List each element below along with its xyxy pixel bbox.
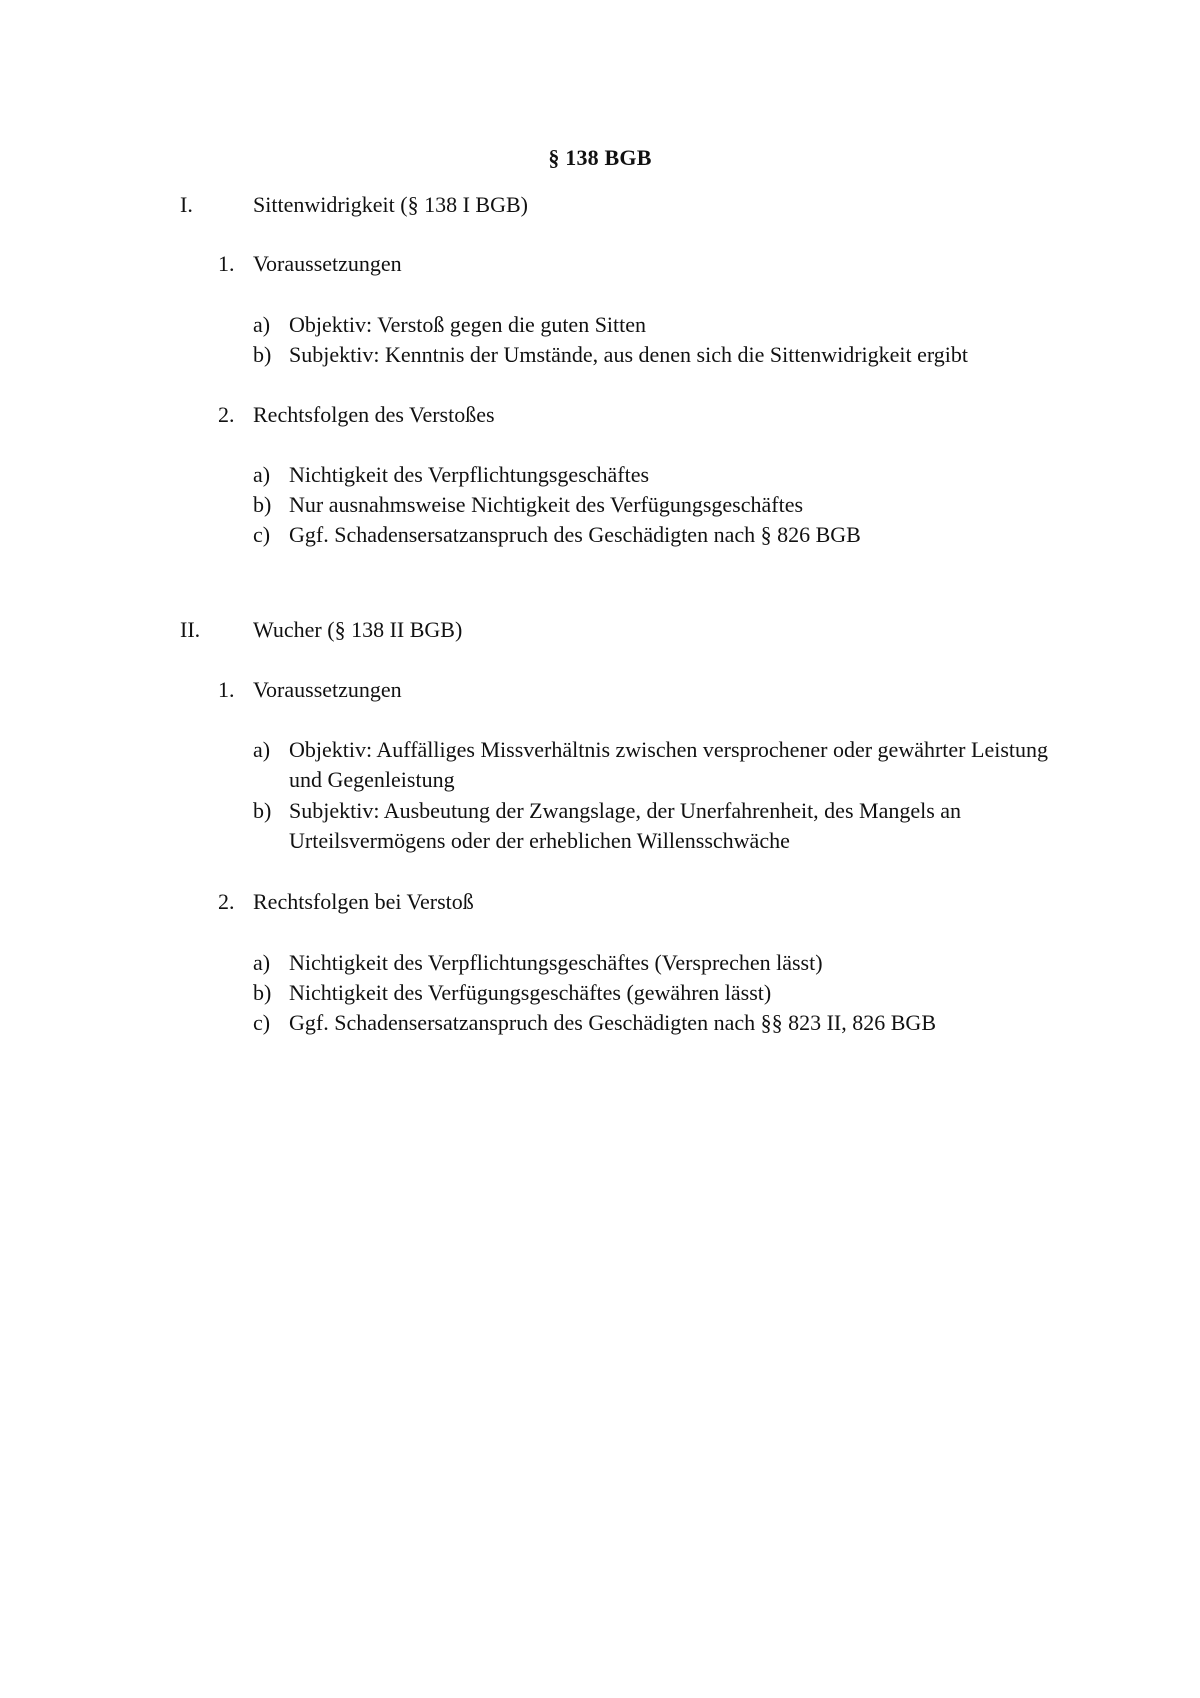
subsection-number: 2.	[218, 889, 235, 914]
item-text: Nichtigkeit des Verfügungsgeschäftes (gewähren lässt)	[289, 980, 772, 1005]
item-marker: b)	[253, 492, 272, 517]
subsection-title: Rechtsfolgen bei Verstoß	[253, 889, 474, 914]
subsection-number: 1.	[218, 677, 235, 702]
item-text: Nur ausnahmsweise Nichtigkeit des Verfügungsgeschäftes	[289, 492, 804, 517]
item-text: Subjektiv: Ausbeutung der Zwangslage, der Unerfahrenheit, des Mangels an Urteilsvermögens oder der erheblichen Willensschwäche	[289, 798, 962, 853]
item-text: Ggf. Schadensersatzanspruch des Geschädigten nach § 826 BGB	[289, 522, 861, 547]
section-number: I.	[180, 192, 193, 217]
subsection-number: 2.	[218, 402, 235, 427]
item-text: Objektiv: Auffälliges Missverhältnis zwischen versprochener oder gewährter Leistung und Gegenleistung	[289, 737, 1048, 792]
item-marker: a)	[253, 737, 271, 762]
section-number: II.	[180, 617, 201, 642]
subsection-title: Rechtsfolgen des Verstoßes	[253, 402, 495, 427]
item-text: Nichtigkeit des Verpflichtungsgeschäftes	[289, 462, 650, 487]
item-marker: a)	[253, 312, 271, 337]
item-marker: b)	[253, 798, 272, 823]
subsection-number: 1.	[218, 251, 235, 276]
item-text: Nichtigkeit des Verpflichtungsgeschäftes (Versprechen lässt)	[289, 950, 823, 975]
item-text: Objektiv: Verstoß gegen die guten Sitten	[289, 312, 647, 337]
page-title: § 138 BGB	[548, 145, 652, 170]
section-title: Sittenwidrigkeit (§ 138 I BGB)	[253, 192, 528, 217]
subsection-title: Voraussetzungen	[253, 677, 402, 702]
item-marker: c)	[253, 522, 271, 547]
item-marker: a)	[253, 462, 271, 487]
item-marker: a)	[253, 950, 271, 975]
item-text: Subjektiv: Kenntnis der Umstände, aus denen sich die Sittenwidrigkeit ergibt	[289, 342, 969, 367]
subsection-title: Voraussetzungen	[253, 251, 402, 276]
item-text: Ggf. Schadensersatzanspruch des Geschädigten nach §§ 823 II, 826 BGB	[289, 1010, 936, 1035]
section-title: Wucher (§ 138 II BGB)	[253, 617, 463, 642]
item-marker: b)	[253, 980, 272, 1005]
item-marker: b)	[253, 342, 272, 367]
item-marker: c)	[253, 1010, 271, 1035]
